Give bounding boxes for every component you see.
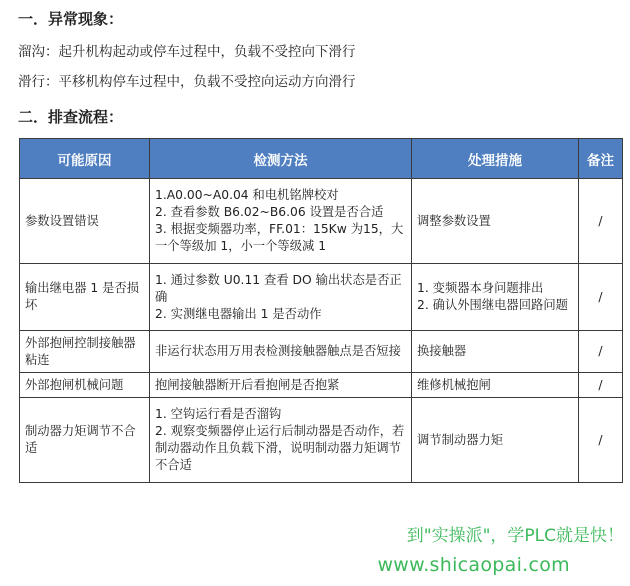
symptom-sliding: 滑行：平移机构停车过程中，负载不受控向运动方向滑行 [18,74,356,90]
action-line: 调整参数设置 [417,213,491,228]
cause-cell: 制动器力矩调节不合适 [20,398,150,483]
cause-cell: 外部抱闸控制接触器粘连 [20,331,150,373]
note-cell: / [579,331,623,373]
method-cell [150,331,412,373]
note-cell: / [579,179,623,264]
method-line: 2. 实测继电器输出 1 是否动作 [155,306,322,321]
action-cell [412,264,579,331]
method-cell [150,264,412,331]
action-cell [412,398,579,483]
header-note: 备注 [579,139,623,179]
table-header-row [20,139,623,179]
method-line: 3. 根据变频器功率，FF.01：15Kw 为15，大一个等级加 1，小一个等级减 1 [155,222,404,253]
action-line: 换接触器 [417,344,467,358]
note-cell: / [579,373,623,398]
header-cause: 可能原因 [20,139,150,179]
action-cell [412,373,579,398]
note-cell: / [579,398,623,483]
method-cell [150,373,412,398]
action-line: 1. 变频器本身问题排出 [417,281,544,295]
method-line: 非运行状态用万用表检测接触器触点是否短接 [155,344,401,358]
footer-url: www.shicaopai.com [377,554,570,576]
table-row [20,373,623,398]
troubleshooting-table [19,138,623,483]
section-1-title: 一．异常现象： [18,10,124,28]
method-line: 1.A0.00~A0.04 和电机铭牌校对 [155,188,339,202]
header-action: 处理措施 [412,139,579,179]
method-line: 2. 观察变频器停止运行后制动器是否动作，若制动器动作且负载下滑，说明制动器力矩调节不合适 [155,424,405,472]
method-line: 1. 空钩运行看是否溜钩 [155,407,282,421]
symptom-slipping-hook: 溜沟：起升机构起动或停车过程中，负载不受控向下滑行 [18,44,356,60]
note-cell: / [579,264,623,331]
table-row [20,179,623,264]
method-cell [150,179,412,264]
cause-cell: 参数设置错误 [20,179,150,264]
header-method: 检测方法 [150,139,412,179]
action-line: 调节制动器力矩 [417,432,504,447]
action-cell [412,179,579,264]
method-line: 2. 查看参数 B6.02~B6.06 设置是否合适 [155,205,384,219]
table-row [20,398,623,483]
table-row [20,331,623,373]
footer-slogan: 到"实操派"，学PLC就是快！ [406,526,624,546]
method-line: 1. 通过参数 U0.11 查看 DO 输出状态是否正确 [155,272,402,304]
action-line: 维修机械抱闸 [417,377,491,392]
cause-cell: 外部抱闸机械问题 [20,373,150,398]
method-cell [150,398,412,483]
cause-cell: 输出继电器 1 是否损坏 [20,264,150,331]
action-cell [412,331,579,373]
section-2-title: 二．排查流程： [18,108,124,126]
action-line: 2. 确认外围继电器回路问题 [417,298,568,312]
method-line: 抱闸接触器断开后看抱闸是否抱紧 [155,377,340,392]
table-row [20,264,623,331]
